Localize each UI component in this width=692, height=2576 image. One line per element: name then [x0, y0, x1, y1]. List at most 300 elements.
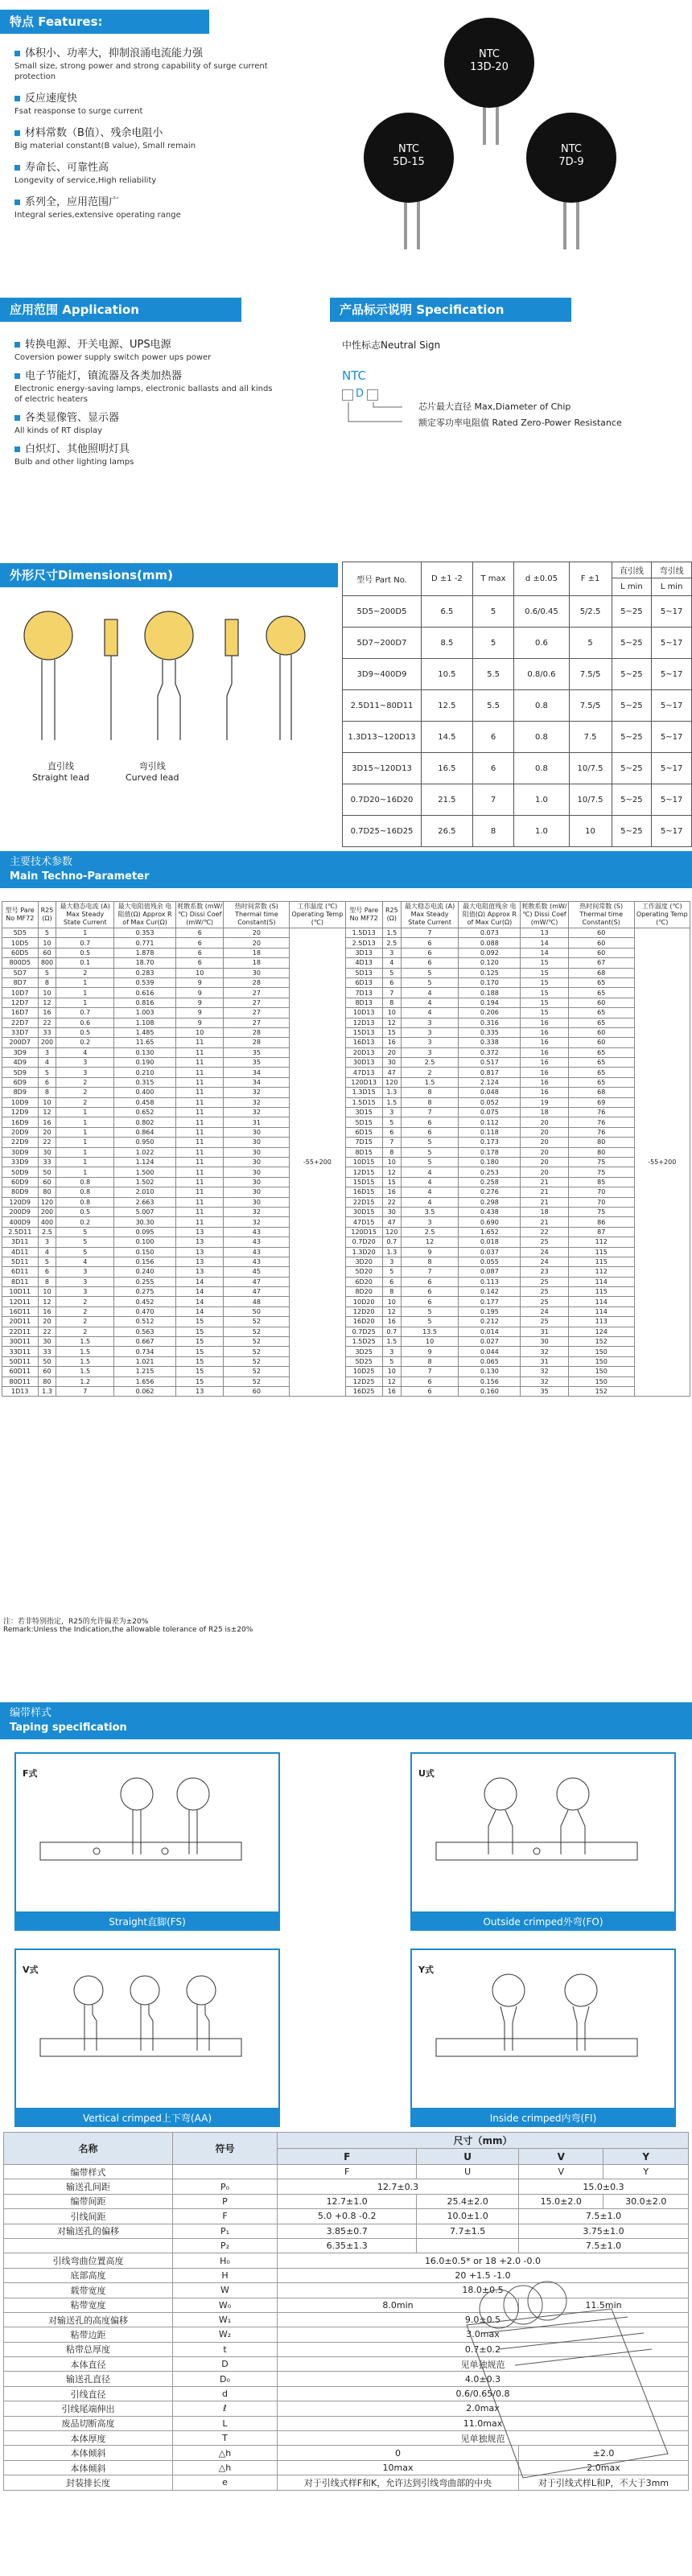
table-cell: 5~17	[652, 628, 692, 659]
table-cell: 3	[401, 1047, 459, 1057]
size-value-cell: 11.0max	[278, 2416, 689, 2430]
caption-cn: 直引线	[47, 761, 74, 772]
param-name-cell: 引线弯曲位置高度	[4, 2253, 173, 2268]
column-header: 最大稳态电流 (A) Max Steady State Current	[56, 902, 114, 928]
table-cell: 0.690	[459, 1217, 521, 1227]
table-row	[2, 1247, 690, 1257]
table-cell: 16	[382, 1386, 401, 1396]
table-cell: 1.3	[382, 1247, 401, 1257]
table-cell: 3	[382, 1108, 401, 1117]
table-cell: 1.3	[38, 1386, 56, 1396]
table-cell: 3	[401, 1018, 459, 1027]
table-cell: 4D9	[2, 1058, 39, 1068]
param-name-cell: 编带样式	[4, 2165, 173, 2179]
table-cell: 0.087	[459, 1267, 521, 1277]
param-symbol-cell: H	[173, 2268, 278, 2282]
table-cell: 1.5	[56, 1347, 114, 1356]
param-name-cell: 输送孔直径	[4, 2372, 173, 2386]
table-cell: 0.400	[114, 1088, 176, 1097]
table-cell: 0.177	[459, 1297, 521, 1307]
size-value-cell: U	[417, 2165, 519, 2179]
table-cell: 16	[38, 1008, 56, 1018]
table-cell: 22	[382, 1197, 401, 1207]
table-cell: 85	[568, 1177, 634, 1187]
table-cell: 25	[521, 1237, 569, 1247]
table-cell: 6	[401, 1386, 459, 1396]
table-cell: 7	[401, 1108, 459, 1117]
table-cell: 11	[175, 1167, 224, 1177]
table-cell: 12D13	[345, 1018, 382, 1027]
table-cell: 14	[175, 1287, 224, 1297]
feature-cn: 体积小、功率大，抑制浪涌电流能力强	[25, 47, 204, 60]
diagram-label: F式	[23, 1768, 38, 1779]
table-cell: 52	[224, 1337, 290, 1347]
size-value-cell: 3.0max	[278, 2327, 689, 2342]
table-cell: 5~25	[612, 690, 652, 722]
table-cell: 31	[224, 1117, 290, 1127]
table-cell: 7	[401, 928, 459, 938]
table-cell: 3	[56, 1267, 114, 1277]
table-cell: 6D9	[2, 1077, 39, 1087]
application-cn: 白炽灯、其他照明灯具	[25, 443, 130, 455]
table-cell: 10	[382, 1157, 401, 1167]
table-cell: 3D25	[345, 1347, 382, 1356]
table-cell: 50D11	[2, 1356, 39, 1366]
curved-lead-caption	[126, 759, 179, 783]
table-cell: 15	[521, 998, 569, 1007]
feature-en: Big material constant(B value), Small remain	[14, 142, 196, 150]
table-cell: 34	[224, 1077, 290, 1087]
table-cell: 16	[521, 1027, 569, 1037]
table-cell: 5	[382, 1356, 401, 1366]
table-row	[2, 988, 690, 998]
application-title: 应用范围 Application	[0, 298, 241, 322]
table-row	[2, 1376, 690, 1386]
table-cell: 5~17	[652, 722, 692, 753]
col-t: T max	[472, 562, 513, 596]
table-cell: 0.6	[514, 628, 569, 659]
table-cell: 0.206	[459, 1008, 521, 1018]
table-cell: 12D11	[2, 1297, 39, 1307]
table-cell: 13	[175, 1247, 224, 1257]
size-value-cell: 见单独规范	[278, 2431, 689, 2446]
table-cell: 0.5	[56, 948, 114, 957]
table-cell: 12D25	[345, 1376, 382, 1386]
size-value-cell: 0.6/0.65/0.8	[278, 2386, 689, 2401]
table-row	[4, 2165, 689, 2179]
column-header: 热时间常数 (S) Thermal time Constant(S)	[224, 902, 290, 928]
param-name-cell: 粘带总厚度	[4, 2342, 173, 2356]
part-label: 5D-15	[393, 156, 425, 168]
table-cell: 25	[521, 1287, 569, 1297]
table-row	[2, 1027, 690, 1037]
table-cell: 65	[568, 977, 634, 987]
table-cell: 43	[224, 1257, 290, 1266]
table-row	[2, 1327, 690, 1336]
size-value-cell: 30.0±2.0	[603, 2194, 689, 2208]
table-cell: 5	[472, 628, 513, 659]
table-cell: 12	[401, 1237, 459, 1247]
table-cell: 5~17	[652, 690, 692, 722]
table-cell: 8D20	[345, 1287, 382, 1297]
table-row	[2, 1097, 690, 1107]
table-cell: 22D9	[2, 1138, 39, 1147]
table-cell: 5~25	[612, 628, 652, 659]
param-title-en: Main Techno-Parameter	[10, 870, 150, 883]
col-curved: 弯引线	[652, 562, 692, 578]
table-cell: 0.188	[459, 988, 521, 998]
tape-drawing	[16, 1950, 278, 2087]
table-cell: 75	[568, 1207, 634, 1216]
list-item	[14, 126, 272, 151]
table-cell: 11	[175, 1097, 224, 1107]
table-cell: 65	[568, 1058, 634, 1068]
table-cell: 12D20	[345, 1307, 382, 1316]
taping-3d-drawing	[451, 2277, 684, 2494]
list-item	[14, 92, 272, 117]
table-cell: 6	[382, 1127, 401, 1137]
table-cell: 9	[401, 1247, 459, 1257]
table-cell: 6	[401, 1277, 459, 1286]
table-cell: 3	[56, 1068, 114, 1077]
table-cell: 0.8/0.6	[514, 659, 569, 690]
table-cell: 20	[521, 1127, 569, 1137]
table-cell: 4	[401, 1177, 459, 1187]
table-cell: 86	[568, 1217, 634, 1227]
table-cell: 50	[38, 1356, 56, 1366]
diagram-label: V式	[23, 1965, 39, 1975]
table-cell: 2.124	[459, 1077, 521, 1087]
param-name-cell: 对输送孔的偏移	[4, 2224, 173, 2238]
table-cell: 0.048	[459, 1088, 521, 1097]
table-cell: 35	[224, 1047, 290, 1057]
table-cell: 1.500	[114, 1167, 176, 1177]
table-row	[4, 2194, 689, 2208]
table-cell: 3D11	[2, 1237, 39, 1247]
table-cell: 0.190	[114, 1058, 176, 1068]
table-cell: 11	[175, 1187, 224, 1197]
table-cell: 11	[175, 1147, 224, 1157]
table-cell: 0.8	[514, 753, 569, 784]
table-cell: 10	[382, 1297, 401, 1307]
table-cell: 0.7D25~16D25	[343, 816, 422, 847]
col-lmin: L min	[612, 578, 652, 596]
table-row	[2, 998, 690, 1007]
table-cell: 8D7	[2, 977, 39, 987]
table-cell: 43	[224, 1237, 290, 1247]
table-cell: 6D13	[345, 977, 382, 987]
column-header: 型号 Pare No MF72	[2, 902, 39, 928]
table-cell: 76	[568, 1108, 634, 1117]
fo-caption: Outside crimped外弯(FO)	[410, 1913, 676, 1931]
thermistor-body	[364, 113, 454, 203]
table-cell: 0.037	[459, 1247, 521, 1257]
column-header: 耗散系数 (mW/℃) Dissi Coef (mW/℃)	[175, 902, 224, 928]
part-label: NTC	[398, 143, 419, 155]
table-cell: 115	[568, 1257, 634, 1266]
table-cell: 11	[175, 1217, 224, 1227]
table-cell: 10D25	[345, 1367, 382, 1376]
table-cell: 1.5D13	[345, 928, 382, 938]
table-cell: 14	[521, 938, 569, 948]
table-cell: 12.5	[422, 690, 473, 722]
table-cell: 15	[521, 1008, 569, 1018]
table-cell: 8	[401, 1088, 459, 1097]
table-cell: 65	[568, 988, 634, 998]
table-cell: 20D13	[345, 1047, 382, 1057]
table-cell: 2.010	[114, 1187, 176, 1197]
table-cell: 5~17	[652, 816, 692, 847]
table-cell: 152	[568, 1337, 634, 1347]
table-cell: 1.5	[382, 1337, 401, 1347]
size-value-cell: 15.0±2.0	[518, 2194, 603, 2208]
d-label: D	[356, 388, 365, 400]
table-cell: 120	[38, 1197, 56, 1207]
size-value-cell: 10max	[278, 2460, 519, 2475]
size-value-cell: 12.7±0.3	[278, 2179, 519, 2194]
table-cell: 43	[224, 1227, 290, 1237]
param-name-cell: 本体倾斜	[4, 2460, 173, 2475]
table-cell: 200D7	[2, 1038, 39, 1047]
table-cell: 1.5	[56, 1367, 114, 1376]
table-cell: 10	[175, 968, 224, 977]
param-name-cell: 编带间距	[4, 2194, 173, 2208]
table-cell: 60	[38, 948, 56, 957]
table-cell: 32	[521, 1347, 569, 1356]
table-cell: 1.003	[114, 1008, 176, 1018]
table-cell: 25	[521, 1317, 569, 1327]
table-cell: 0.7D20~16D20	[343, 784, 422, 816]
table-cell: 0.563	[114, 1327, 176, 1336]
table-cell: 16	[382, 1038, 401, 1047]
param-name-cell: 引线直径	[4, 2386, 173, 2401]
table-cell: 200D9	[2, 1207, 39, 1216]
table-cell: 47	[224, 1287, 290, 1297]
table-cell: 4	[401, 1187, 459, 1197]
table-cell: 30	[224, 1157, 290, 1167]
table-cell: 6	[382, 977, 401, 987]
table-cell: 3D15	[345, 1108, 382, 1117]
table-cell: 0.2	[56, 1038, 114, 1047]
table-cell: 5~25	[612, 753, 652, 784]
table-cell: 27	[224, 988, 290, 998]
col-u: U	[417, 2149, 519, 2165]
application-en: Bulb and other lighting lamps	[14, 458, 134, 467]
table-row	[343, 628, 692, 659]
table-cell: 200	[38, 1038, 56, 1047]
table-cell: 3	[56, 1277, 114, 1286]
table-row	[343, 722, 692, 753]
table-cell: 11	[175, 1108, 224, 1117]
table-cell: 114	[568, 1297, 634, 1307]
size-value-cell: 见单独规范	[278, 2357, 689, 2372]
table-cell: 16	[521, 1088, 569, 1097]
table-cell: 0.7	[382, 1327, 401, 1336]
size-value-cell: 15.0±0.3	[518, 2179, 688, 2194]
table-cell: 1.3	[382, 1088, 401, 1097]
table-cell: 11.65	[114, 1038, 176, 1047]
table-cell: 5	[401, 968, 459, 977]
table-cell: 10D20	[345, 1297, 382, 1307]
table-cell: 20	[38, 1317, 56, 1327]
table-cell: 1	[56, 998, 114, 1007]
table-cell: 8	[401, 1257, 459, 1266]
table-cell: 16	[521, 1047, 569, 1057]
table-row	[2, 1297, 690, 1307]
table-cell: 4	[38, 1247, 56, 1257]
table-cell: 16	[38, 1307, 56, 1316]
table-cell: 0.195	[459, 1307, 521, 1316]
application-en: Coversion power supply switch power ups power	[14, 353, 212, 362]
table-cell: 5	[401, 977, 459, 987]
table-cell: 7	[401, 1267, 459, 1277]
table-row	[4, 2209, 689, 2224]
table-cell: 0.130	[114, 1047, 176, 1057]
table-cell: 0.7	[56, 1008, 114, 1018]
table-cell: 0.276	[459, 1187, 521, 1197]
column-header: R25 (Ω)	[382, 902, 401, 928]
table-cell: 16D25	[345, 1386, 382, 1396]
table-cell: 34	[224, 1068, 290, 1077]
table-cell: 60	[224, 1386, 290, 1396]
table-cell: 0.5	[56, 1027, 114, 1037]
table-cell: 30	[38, 1337, 56, 1347]
table-cell: 6	[175, 948, 224, 957]
table-row	[2, 1386, 690, 1396]
table-cell: 5	[401, 1317, 459, 1327]
col-symbol: 符号	[173, 2133, 278, 2165]
table-cell: 0.8	[56, 1197, 114, 1207]
table-cell: 23	[521, 1267, 569, 1277]
table-cell: 1	[56, 928, 114, 938]
table-cell: 20	[521, 1157, 569, 1167]
table-cell: 0.512	[114, 1317, 176, 1327]
size-value-cell: 对于引线式样L和P，不大于3mm	[518, 2475, 688, 2490]
table-cell: 0.667	[114, 1337, 176, 1347]
table-cell: 4	[401, 998, 459, 1007]
param-symbol-cell: W₀	[173, 2298, 278, 2312]
size-value-cell: 18.0±0.5	[278, 2283, 689, 2298]
table-cell: 33D9	[2, 1157, 39, 1167]
table-cell: 10D13	[345, 1008, 382, 1018]
table-cell: 13	[175, 1267, 224, 1277]
table-cell: 5~17	[652, 596, 692, 628]
table-cell: 2	[56, 1327, 114, 1336]
table-cell: 3D9	[2, 1047, 39, 1057]
table-cell: 13	[175, 1386, 224, 1396]
table-cell: 1D13	[2, 1386, 39, 1396]
table-cell: 0.180	[459, 1157, 521, 1167]
table-cell: 13	[175, 1257, 224, 1266]
table-cell: 16	[521, 1018, 569, 1027]
table-cell: 0.170	[459, 977, 521, 987]
table-row	[2, 1068, 690, 1077]
table-cell: 0.864	[114, 1127, 176, 1137]
table-cell: 12	[382, 1376, 401, 1386]
table-cell: 60D11	[2, 1367, 39, 1376]
table-cell: 11	[175, 1138, 224, 1147]
table-cell: 120D15	[345, 1227, 382, 1237]
table-cell: 10D15	[345, 1157, 382, 1167]
table-cell: 0.240	[114, 1267, 176, 1277]
table-cell: 16D7	[2, 1008, 39, 1018]
table-cell: 2	[56, 1097, 114, 1107]
taping-diagram-fs	[14, 1752, 280, 1913]
param-note-cn: 注：若非特别指定，R25的允许偏差为±20%	[3, 1618, 149, 1626]
table-cell: 10	[38, 988, 56, 998]
table-cell: 60D5	[2, 948, 39, 957]
table-row	[2, 968, 690, 977]
table-cell: 15D15	[345, 1177, 382, 1187]
table-row	[2, 1187, 690, 1197]
param-symbol-cell: D	[173, 2357, 278, 2372]
table-cell: 10D11	[2, 1287, 39, 1297]
part-label: NTC	[479, 48, 500, 60]
table-row	[2, 1047, 690, 1057]
table-cell: 1	[56, 1127, 114, 1137]
ntc-label: NTC	[342, 368, 366, 383]
table-cell: 9	[175, 1018, 224, 1027]
size-value-cell: 4.0±0.3	[278, 2372, 689, 2386]
table-cell: 30	[382, 1207, 401, 1216]
table-cell: 25	[521, 1297, 569, 1307]
table-cell: 32	[521, 1367, 569, 1376]
spec-line-2: 额定零功率电阻值 Rated Zero-Power Resistance	[418, 418, 622, 428]
table-cell: 28	[224, 1038, 290, 1047]
table-cell: 80D9	[2, 1187, 39, 1197]
table-cell: 5D25	[345, 1356, 382, 1366]
feature-en: Longevity of service,High reliability	[14, 176, 157, 185]
table-cell: 20D11	[2, 1317, 39, 1327]
table-cell: 15D13	[345, 1027, 382, 1037]
table-row	[2, 1127, 690, 1137]
table-row	[2, 1347, 690, 1356]
list-item	[14, 161, 272, 186]
application-cn: 各类显像管、显示器	[25, 412, 120, 424]
col-straight: 直引线	[612, 562, 652, 578]
param-name-cell: 本体倾斜	[4, 2446, 173, 2460]
table-cell: 5	[401, 1147, 459, 1157]
table-cell: 28	[224, 977, 290, 987]
param-name-cell: 引线间距	[4, 2209, 173, 2224]
table-cell: 4	[401, 1008, 459, 1018]
table-cell: 16D15	[345, 1187, 382, 1197]
table-cell: 7D13	[345, 988, 382, 998]
table-cell: 20	[224, 938, 290, 948]
table-cell: 152	[568, 1386, 634, 1396]
table-cell: 7D15	[345, 1138, 382, 1147]
size-value-cell: 7.7±1.5	[417, 2224, 519, 2238]
table-row	[4, 2224, 689, 2238]
table-cell: 24	[521, 1257, 569, 1266]
table-cell: 7	[401, 1367, 459, 1376]
parameter-table	[2, 901, 690, 1397]
table-cell: 15	[175, 1337, 224, 1347]
table-cell: 400	[38, 1217, 56, 1227]
table-cell: 1	[56, 977, 114, 987]
part-label: NTC	[561, 143, 582, 155]
size-value-cell: 10.0±1.0	[417, 2209, 519, 2224]
table-cell: 33	[38, 1347, 56, 1356]
table-cell: 5~17	[652, 753, 692, 784]
table-cell: 47D13	[345, 1068, 382, 1077]
dim-title: 外形尺寸Dimensions(mm)	[0, 563, 338, 587]
table-cell: 5	[382, 1117, 401, 1127]
table-cell: 0.075	[459, 1108, 521, 1117]
table-cell: 5D7	[2, 968, 39, 977]
table-cell: 6	[175, 958, 224, 968]
table-cell: 6	[472, 753, 513, 784]
